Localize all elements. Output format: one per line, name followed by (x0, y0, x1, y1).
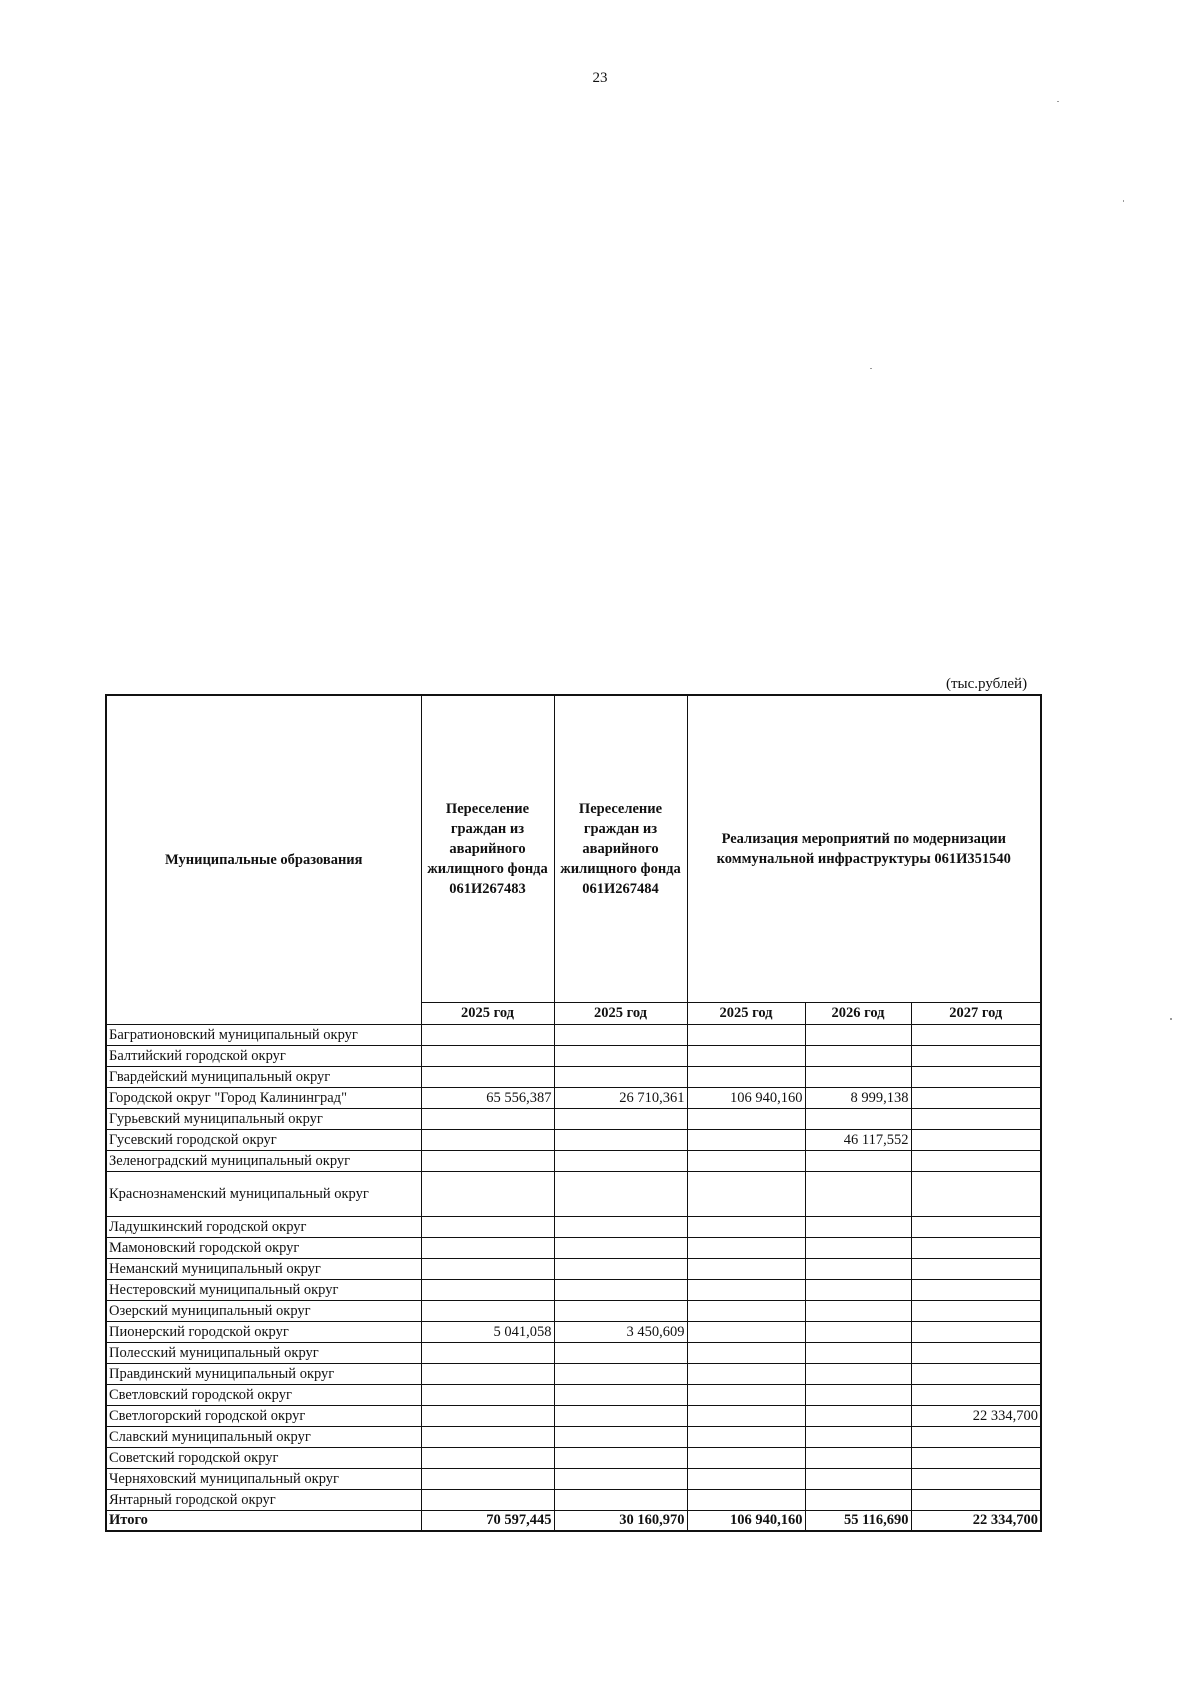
value-cell (805, 1151, 911, 1172)
value-cell (687, 1109, 805, 1130)
value-cell (911, 1130, 1041, 1151)
value-cell (421, 1280, 554, 1301)
scan-speck (1170, 1018, 1172, 1020)
value-cell (911, 1238, 1041, 1259)
unit-note: (тыс.рублей) (946, 676, 1028, 692)
value-cell (554, 1490, 687, 1511)
value-cell (687, 1406, 805, 1427)
table-row (106, 1130, 1041, 1151)
page-number: 23 (592, 70, 608, 86)
table-row (106, 1151, 1041, 1172)
value-cell (421, 1025, 554, 1046)
value-cell (911, 1490, 1041, 1511)
value-cell (421, 1427, 554, 1448)
value-cell (421, 1046, 554, 1067)
value-cell: 22 334,700 (911, 1406, 1041, 1427)
municipality-name: Полесский муниципальный округ (106, 1343, 421, 1364)
value-cell (554, 1172, 687, 1217)
value-cell (911, 1067, 1041, 1088)
column-group-header: Переселение граждан из аварийного жилищного фонда 061И267484 (554, 695, 687, 1003)
year-header: 2025 год (421, 1003, 554, 1025)
value-cell (911, 1217, 1041, 1238)
municipality-name: Пионерский городской округ (106, 1322, 421, 1343)
table-row (106, 1322, 1041, 1343)
scan-speck (870, 368, 872, 369)
table-row (106, 1280, 1041, 1301)
value-cell (554, 1364, 687, 1385)
year-header: 2027 год (911, 1003, 1041, 1025)
municipality-name: Ладушкинский городской округ (106, 1217, 421, 1238)
value-cell (554, 1406, 687, 1427)
value-cell (911, 1259, 1041, 1280)
value-cell (805, 1301, 911, 1322)
value-cell (554, 1109, 687, 1130)
table-row (106, 1067, 1041, 1088)
value-cell (687, 1322, 805, 1343)
total-value-cell: 55 116,690 (805, 1511, 911, 1532)
value-cell (687, 1025, 805, 1046)
value-cell (911, 1469, 1041, 1490)
value-cell (805, 1385, 911, 1406)
municipality-name: Неманский муниципальный округ (106, 1259, 421, 1280)
scan-speck (1123, 200, 1124, 202)
value-cell (421, 1469, 554, 1490)
value-cell (687, 1469, 805, 1490)
value-cell (421, 1151, 554, 1172)
value-cell (687, 1259, 805, 1280)
value-cell (911, 1280, 1041, 1301)
value-cell (687, 1046, 805, 1067)
value-cell (911, 1385, 1041, 1406)
value-cell (805, 1343, 911, 1364)
total-row (106, 1511, 1041, 1532)
value-cell (911, 1322, 1041, 1343)
table-row (106, 1088, 1041, 1109)
value-cell (554, 1217, 687, 1238)
value-cell (805, 1172, 911, 1217)
value-cell (554, 1427, 687, 1448)
table-row (106, 1025, 1041, 1046)
value-cell: 26 710,361 (554, 1088, 687, 1109)
table-row (106, 1385, 1041, 1406)
table-row (106, 1172, 1041, 1217)
total-value-cell: 30 160,970 (554, 1511, 687, 1532)
value-cell (911, 1151, 1041, 1172)
table-row (106, 1259, 1041, 1280)
value-cell (421, 1130, 554, 1151)
table-row (106, 1238, 1041, 1259)
table-row (106, 1046, 1041, 1067)
municipality-name: Багратионовский муниципальный округ (106, 1025, 421, 1046)
value-cell (421, 1406, 554, 1427)
year-header: 2025 год (554, 1003, 687, 1025)
value-cell (421, 1364, 554, 1385)
municipality-name: Зеленоградский муниципальный округ (106, 1151, 421, 1172)
table-row (106, 1406, 1041, 1427)
value-cell (911, 1172, 1041, 1217)
year-header: 2026 год (805, 1003, 911, 1025)
total-value-cell: 70 597,445 (421, 1511, 554, 1532)
value-cell (687, 1238, 805, 1259)
value-cell (805, 1217, 911, 1238)
value-cell: 65 556,387 (421, 1088, 554, 1109)
value-cell (687, 1490, 805, 1511)
municipality-name: Славский муниципальный округ (106, 1427, 421, 1448)
table-row (106, 1217, 1041, 1238)
value-cell (687, 1448, 805, 1469)
value-cell (687, 1427, 805, 1448)
value-cell (554, 1151, 687, 1172)
value-cell (805, 1406, 911, 1427)
value-cell (421, 1343, 554, 1364)
value-cell (554, 1469, 687, 1490)
municipalities-header: Муниципальные образования (106, 695, 421, 1025)
value-cell (421, 1217, 554, 1238)
municipality-name: Городской округ "Город Калининград" (106, 1088, 421, 1109)
value-cell (421, 1385, 554, 1406)
value-cell (554, 1301, 687, 1322)
value-cell (805, 1448, 911, 1469)
value-cell (805, 1025, 911, 1046)
value-cell (421, 1301, 554, 1322)
value-cell (687, 1301, 805, 1322)
value-cell (554, 1343, 687, 1364)
municipality-name: Мамоновский городской округ (106, 1238, 421, 1259)
value-cell (805, 1109, 911, 1130)
column-group-header: Переселение граждан из аварийного жилищного фонда 061И267483 (421, 695, 554, 1003)
total-value-cell: 22 334,700 (911, 1511, 1041, 1532)
municipality-name: Гусевский городской округ (106, 1130, 421, 1151)
value-cell (687, 1172, 805, 1217)
value-cell (805, 1469, 911, 1490)
table-row (106, 1343, 1041, 1364)
municipality-name: Янтарный городской округ (106, 1490, 421, 1511)
value-cell (421, 1238, 554, 1259)
value-cell: 8 999,138 (805, 1088, 911, 1109)
value-cell (554, 1046, 687, 1067)
municipality-name: Светлогорский городской округ (106, 1406, 421, 1427)
value-cell (554, 1238, 687, 1259)
value-cell (554, 1448, 687, 1469)
value-cell (911, 1364, 1041, 1385)
value-cell (805, 1280, 911, 1301)
value-cell (911, 1025, 1041, 1046)
municipality-name: Краснознаменский муниципальный округ (106, 1172, 421, 1217)
value-cell (421, 1259, 554, 1280)
value-cell (687, 1385, 805, 1406)
value-cell (421, 1172, 554, 1217)
value-cell (687, 1217, 805, 1238)
value-cell (687, 1151, 805, 1172)
municipality-name: Светловский городской округ (106, 1385, 421, 1406)
value-cell: 3 450,609 (554, 1322, 687, 1343)
value-cell (805, 1067, 911, 1088)
value-cell (911, 1448, 1041, 1469)
table-row (106, 1301, 1041, 1322)
municipality-name: Черняховский муниципальный округ (106, 1469, 421, 1490)
municipality-name: Балтийский городской округ (106, 1046, 421, 1067)
value-cell (911, 1109, 1041, 1130)
value-cell (805, 1322, 911, 1343)
value-cell (554, 1259, 687, 1280)
value-cell (911, 1088, 1041, 1109)
value-cell (911, 1427, 1041, 1448)
value-cell (805, 1238, 911, 1259)
table-row (106, 1109, 1041, 1130)
municipality-name: Советский городской округ (106, 1448, 421, 1469)
value-cell (687, 1130, 805, 1151)
value-cell (421, 1067, 554, 1088)
table-row (106, 1490, 1041, 1511)
municipality-name: Озерский муниципальный округ (106, 1301, 421, 1322)
value-cell (554, 1130, 687, 1151)
year-header: 2025 год (687, 1003, 805, 1025)
value-cell (911, 1343, 1041, 1364)
table-row (106, 1427, 1041, 1448)
value-cell (554, 1025, 687, 1046)
value-cell (421, 1448, 554, 1469)
municipality-name: Правдинский муниципальный округ (106, 1364, 421, 1385)
total-value-cell: 106 940,160 (687, 1511, 805, 1532)
value-cell (687, 1364, 805, 1385)
value-cell (911, 1046, 1041, 1067)
value-cell: 46 117,552 (805, 1130, 911, 1151)
value-cell (554, 1067, 687, 1088)
municipality-name: Нестеровский муниципальный округ (106, 1280, 421, 1301)
column-group-header: Реализация мероприятий по модернизации коммунальной инфраструктуры 061И351540 (687, 695, 1041, 1003)
value-cell (805, 1364, 911, 1385)
value-cell (805, 1259, 911, 1280)
value-cell (554, 1385, 687, 1406)
value-cell (687, 1067, 805, 1088)
value-cell (805, 1490, 911, 1511)
value-cell: 5 041,058 (421, 1322, 554, 1343)
value-cell (805, 1046, 911, 1067)
value-cell (421, 1490, 554, 1511)
municipality-name: Гурьевский муниципальный округ (106, 1109, 421, 1130)
value-cell (911, 1301, 1041, 1322)
value-cell (687, 1280, 805, 1301)
municipality-name: Гвардейский муниципальный округ (106, 1067, 421, 1088)
table-row (106, 1364, 1041, 1385)
table-row (106, 1469, 1041, 1490)
value-cell: 106 940,160 (687, 1088, 805, 1109)
value-cell (687, 1343, 805, 1364)
budget-table (105, 694, 1042, 1532)
value-cell (421, 1109, 554, 1130)
value-cell (554, 1280, 687, 1301)
total-label: Итого (106, 1511, 421, 1532)
scan-speck (1057, 101, 1059, 102)
value-cell (805, 1427, 911, 1448)
table-row (106, 1448, 1041, 1469)
